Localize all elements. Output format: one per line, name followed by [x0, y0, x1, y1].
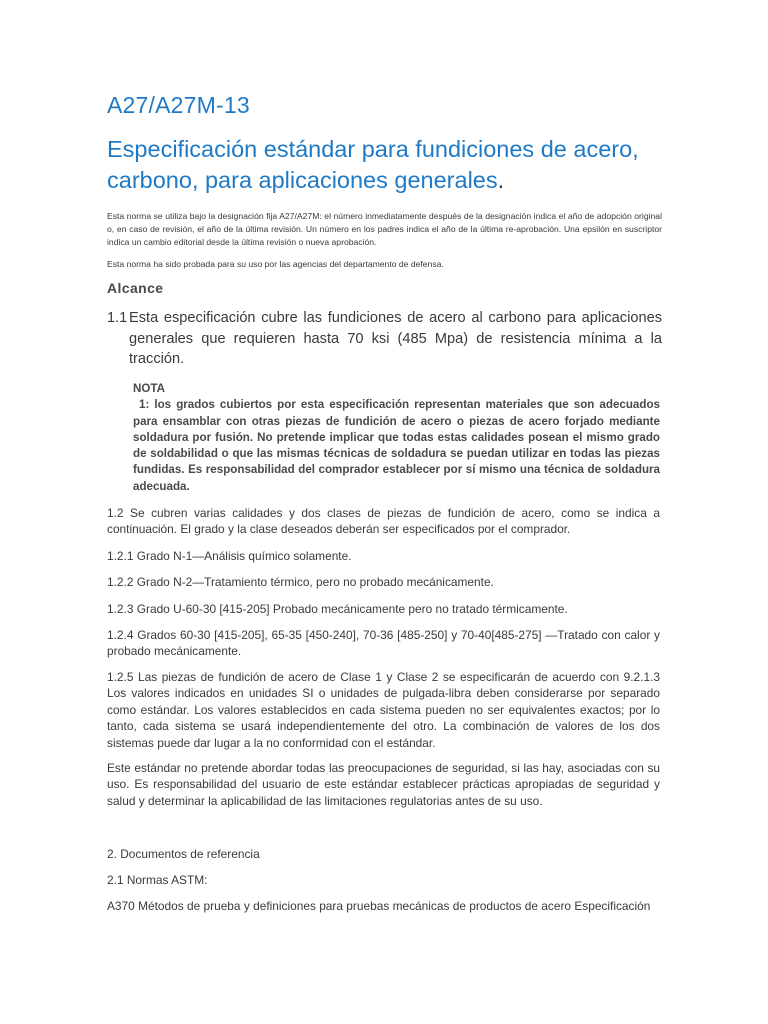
section-1-2-1: 1.2.1 Grado N-1—Análisis químico solamente. — [107, 549, 352, 563]
designation-note: Esta norma se utiliza bajo la designación fija A27/A27M: el número inmediatamente después de la designación indica el año de adopción original o, en caso de revisión, el año de la última revisión. Un número en los padres indica el año de la última re-aprobación. Una epsilón en suscriptor indica un cambio editorial desde la última revisión o nueva aprobación. — [107, 211, 662, 247]
nota-block — [133, 381, 660, 495]
scope-text: Esta especificación cubre las fundiciones de acero al carbono para aplicaciones generales que requieren hasta 70 ksi (485 Mpa) de resistencia mínima a la tracción. — [129, 310, 662, 367]
document-title-period: . — [497, 167, 505, 193]
section-1-2-5: 1.2.5 Las piezas de fundición de acero de Clase 1 y Clase 2 se especificarán de acuerdo con 9.2.1.3 Los valores indicados en unidades SI o unidades de pulgada-libra deben considerarse por separado como estándar. Los valores establecidos en cada sistema pueden no ser equivalentes exactos; por lo tanto, cada sistema se usará independientemente del otro. La combinación de valores de los dos sistemas puede dar lugar a la no conformidad con el estándar. — [107, 670, 660, 750]
section-1-2-4: 1.2.4 Grados 60-30 [415-205], 65-35 [450-240], 70-36 [485-250] y 70-40[485-275] —Tratado con calor y probado mecánicamente. — [107, 628, 660, 659]
scope-paragraph — [107, 308, 662, 370]
document-title-text: Especificación estándar para fundiciones de acero, carbono, para aplicaciones generales — [107, 136, 639, 193]
section-1-2: 1.2 Se cubren varias calidades y dos clases de piezas de fundición de acero, como se indica a continuación. El grado y la clase deseados deberán ser especificados por el comprador. — [107, 506, 660, 537]
nota-label: NOTA — [133, 382, 165, 395]
section-1-2-2: 1.2.2 Grado N-2—Tratamiento térmico, pero no probado mecánicamente. — [107, 575, 494, 589]
nota-text: 1: los grados cubiertos por esta especificación representan materiales que son adecuados para ensamblar con otras piezas de fundición de acero o piezas de acero forjado mediante soldadura por fusión. No pretende implicar que todas estas calidades posean el mismo grado de soldabilidad o que las mismas técnicas de soldadura se puedan utilizar en todas las piezas fundidas. Es responsabilidad del comprador establecer por sí mismo una técnica de soldadura adecuada. — [133, 398, 660, 493]
standard-code: A27/A27M-13 — [107, 92, 250, 118]
section-2-1: 2.1 Normas ASTM: — [107, 873, 208, 887]
scope-number: 1.1 — [107, 310, 128, 326]
astm-a370-reference: A370 Métodos de prueba y definiciones para pruebas mecánicas de productos de acero Especificación — [107, 899, 651, 913]
alcance-heading: Alcance — [107, 280, 164, 296]
defense-approval-note: Esta norma ha sido probada para su uso por las agencias del departamento de defensa. — [107, 259, 444, 269]
document-title — [107, 134, 667, 196]
safety-paragraph: Este estándar no pretende abordar todas las preocupaciones de seguridad, si las hay, asociadas con su uso. Es responsabilidad del usuario de este estándar establecer prácticas apropiadas de seguridad y salud y determinar la aplicabilidad de las limitaciones regulatorias antes de su uso. — [107, 761, 660, 808]
section-2-heading: 2. Documentos de referencia — [107, 847, 260, 861]
section-1-2-3: 1.2.3 Grado U-60-30 [415-205] Probado mecánicamente pero no tratado térmicamente. — [107, 602, 568, 616]
